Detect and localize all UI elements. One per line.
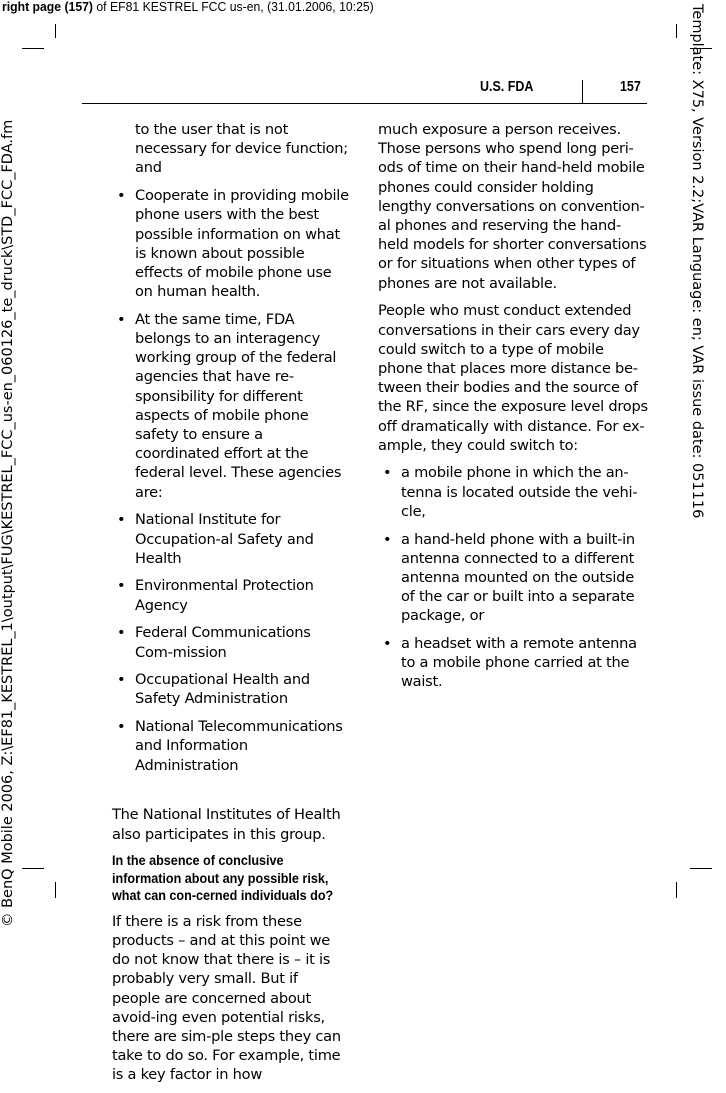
left-column xyxy=(112,120,350,1093)
nih-paragraph: The National Institutes of Health also participates in this group. xyxy=(112,806,341,843)
print-job-info: of EF81 KESTREL FCC us-en, (31.01.2006, 10:25) xyxy=(92,0,374,14)
section-title: U.S. FDA xyxy=(480,79,534,95)
list-item: • Federal Communications Com-mission xyxy=(112,623,350,661)
cars-paragraph: People who must conduct extended conversations in their cars every day could switch to a type of mobile phone that places more distance be-tween their bodies and the source of the RF, since the exposure level drops off dramatically with distance. For ex-ample, they could switch to: xyxy=(378,302,648,454)
crop-mark xyxy=(22,48,44,49)
phone-options-list xyxy=(378,463,648,691)
crop-mark xyxy=(676,24,677,38)
list-item: • Cooperate in providing mobile phone users with the best possible information on what is known about possible effects of mobile phone use on human health. xyxy=(112,186,350,301)
page-number: 157 xyxy=(620,79,641,95)
list-item: • a headset with a remote antenna to a mobile phone carried at the waist. xyxy=(378,634,648,692)
print-page-label: right page (157) xyxy=(2,0,93,14)
list-item: • At the same time, FDA belongs to an interagency working group of the federal agencies that have re-sponsibility for different aspects of mobile phone safety to ensure a coordinated effort at the federal level. These agencies are: xyxy=(112,310,350,502)
list-item: • a mobile phone in which the an-tenna is located outside the vehi-cle, xyxy=(378,463,648,521)
list-item: • Occupational Health and Safety Administration xyxy=(112,670,350,708)
agency-list xyxy=(112,186,350,775)
list-item: • Environmental Protection Agency xyxy=(112,576,350,614)
list-item: • National Institute for Occupation-al Safety and Health xyxy=(112,510,350,568)
crop-mark xyxy=(22,868,44,869)
exposure-paragraph: much exposure a person receives. Those persons who spend long peri-ods of time on their hand-held mobile phones could consider holding lengthy conversations on convention-al phones and reserving the hand-held models for shorter conversations or for situations when other types of phones are not available. xyxy=(378,121,647,292)
continuation-text: to the user that is not necessary for device function; and xyxy=(135,121,348,177)
template-info-text: Template: X75, Version 2.2;VAR Language: en; VAR issue date: 051116 xyxy=(689,4,705,519)
crop-mark xyxy=(55,24,56,38)
crop-mark xyxy=(55,882,56,898)
crop-mark xyxy=(676,882,677,898)
crop-mark xyxy=(690,868,712,869)
risk-paragraph: If there is a risk from these products – and at this point we do not know that there is – it is probably very small. But if people are concerned about avoid-ing even potential risks, there are sim-ple steps they can take to do so. For example, time is a key factor in how xyxy=(112,912,341,1084)
header-divider xyxy=(582,80,583,103)
header-rule xyxy=(82,103,647,104)
spacer xyxy=(112,783,350,805)
list-item: • National Telecommunications and Information Administration xyxy=(112,717,350,775)
list-item: • a hand-held phone with a built-in antenna connected to a different antenna mounted on the outside of the car or built into a separate package, or xyxy=(378,530,648,626)
print-slug xyxy=(2,0,374,15)
copyright-path-text: © BenQ Mobile 2006, Z:\EF81_KESTREL_1\output\FUG\KESTREL_FCC_us-en_060126_te_druck\STD_FCC_FDA.fm xyxy=(0,119,16,927)
right-column xyxy=(378,120,648,700)
question-heading: In the absence of conclusive information about any possible risk, what can con-cerned individuals do? xyxy=(112,852,334,904)
